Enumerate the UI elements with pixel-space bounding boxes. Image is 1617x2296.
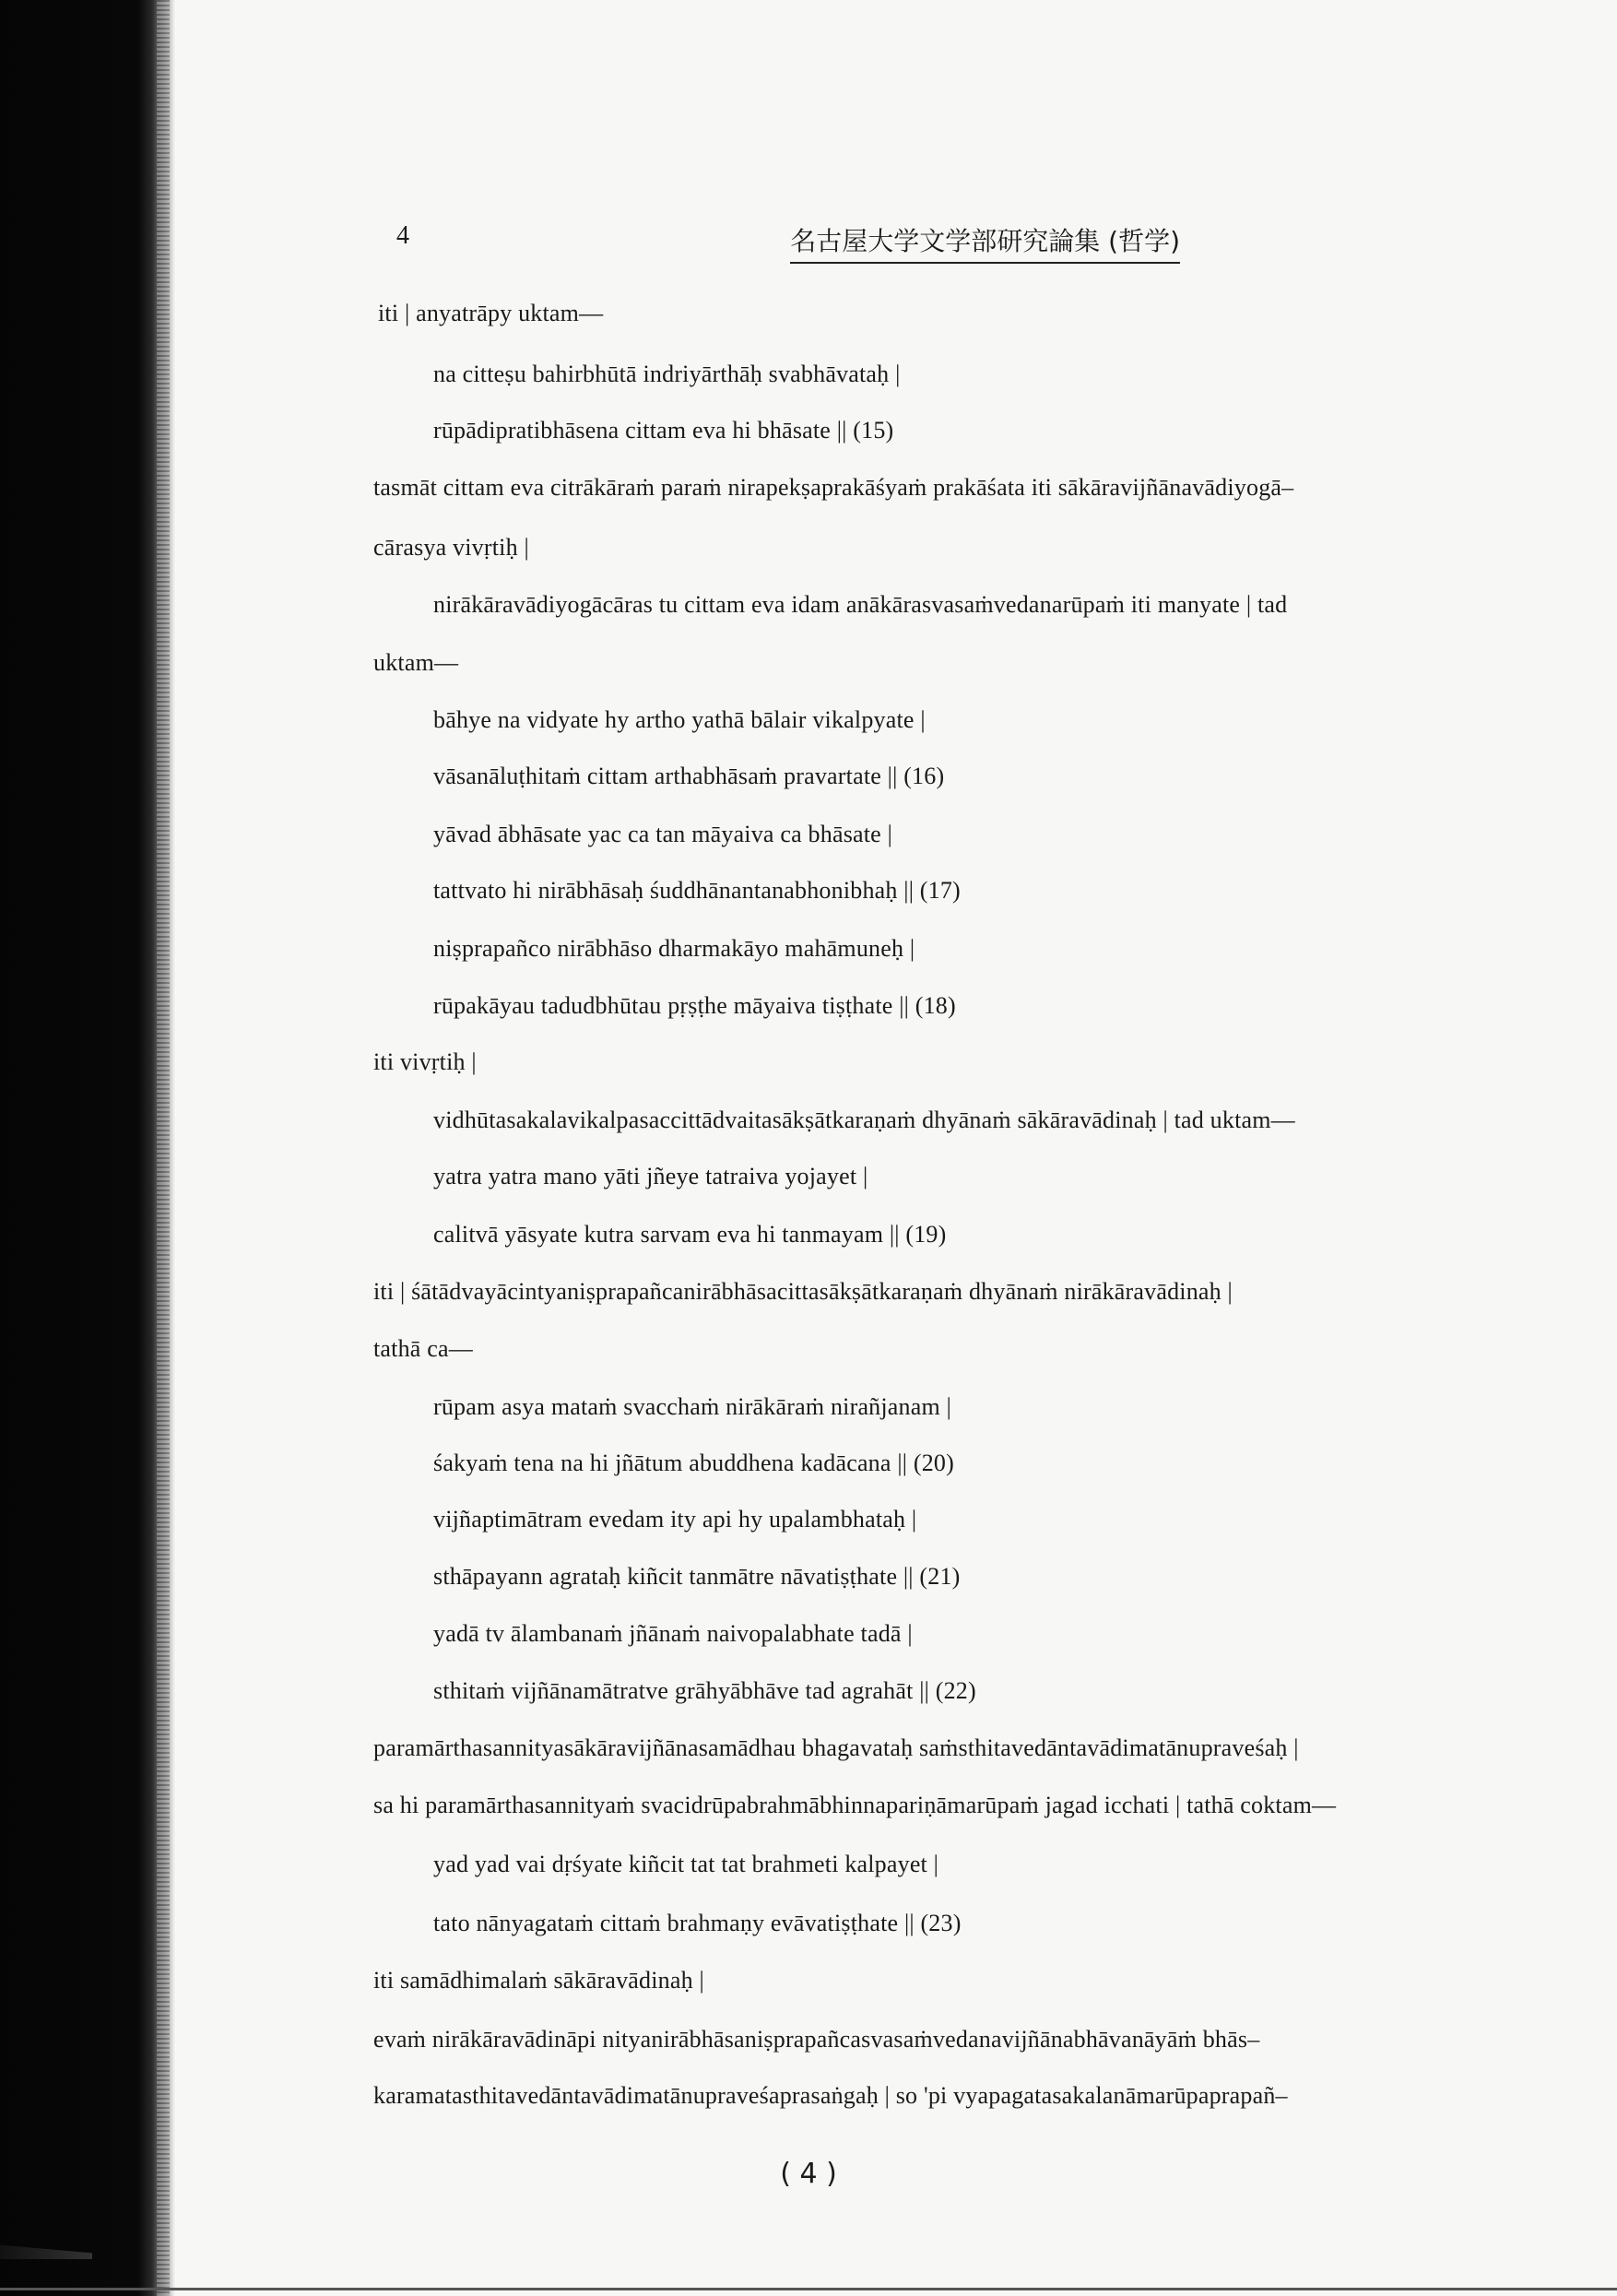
verse-line: yāvad ābhāsate yac ca tan māyaiva ca bhāsate | xyxy=(433,821,893,847)
verse-line: sthitaṁ vijñānamātratve grāhyābhāve tad agrahāt || (22) xyxy=(433,1677,976,1704)
verse-line: tattvato hi nirābhāsaḥ śuddhānantanabhonibhaḥ || (17) xyxy=(433,877,961,904)
scan-bottom-edge xyxy=(0,2288,1617,2290)
verse-line: tato nānyagataṁ cittaṁ brahmaṇy evāvatiṣṭhate || (23) xyxy=(433,1910,962,1936)
verse-line: śakyaṁ tena na hi jñātum abuddhena kadācana || (20) xyxy=(433,1450,954,1476)
text-line: uktam— xyxy=(373,649,459,676)
text-line: evaṁ nirākāravādināpi nityanirābhāsaniṣprapañcasvasaṁvedanavijñānabhāvanāyāṁ bhās– xyxy=(373,2026,1260,2053)
verse-line: bāhye na vidyate hy artho yathā bālair vikalpyate | xyxy=(433,706,926,733)
text-line: cārasya vivṛtiḥ | xyxy=(373,534,529,561)
text-line: sa hi paramārthasannityaṁ svacidrūpabrahmābhinnapariṇāmarūpaṁ jagad icchati | tathā coktam— xyxy=(373,1792,1337,1818)
text-line: iti vivṛtiḥ | xyxy=(373,1048,477,1075)
text-line: iti | śātādvayācintyaniṣprapañcanirābhāsacittasākṣātkaraṇaṁ dhyānaṁ nirākāravādinaḥ | xyxy=(373,1278,1233,1305)
verse-line: niṣprapañco nirābhāso dharmakāyo mahāmuneḥ | xyxy=(433,935,915,962)
text-line: iti | anyatrāpy uktam— xyxy=(378,300,604,326)
verse-line: rūpam asya mataṁ svacchaṁ nirākāraṁ nirañjanam | xyxy=(433,1393,952,1420)
verse-line: yadā tv ālambanaṁ jñānaṁ naivopalabhate tadā | xyxy=(433,1620,913,1647)
text-line: iti samādhimalaṁ sākāravādinaḥ | xyxy=(373,1967,704,1994)
text-line: karamatasthitavedāntavādimatānupraveśaprasaṅgaḥ | so 'pi vyapagatasakalanāmarūpaprapañ– xyxy=(373,2082,1288,2109)
verse-line: rūpādipratibhāsena cittam eva hi bhāsate || (15) xyxy=(433,417,894,444)
verse-line: na citteṣu bahirbhūtā indriyārthāḥ svabhāvataḥ | xyxy=(433,361,901,387)
text-line: nirākāravādiyogācāras tu cittam eva idam anākārasvasaṁvedanarūpaṁ iti manyate | tad xyxy=(433,591,1288,618)
text-line: tasmāt cittam eva citrākāraṁ paraṁ nirapekṣaprakāśyaṁ prakāśata iti sākāravijñānavādiyogā– xyxy=(373,474,1294,501)
text-line: tathā ca— xyxy=(373,1335,473,1362)
text-line: paramārthasannityasākāravijñānasamādhau bhagavataḥ saṁsthitavedāntavādimatānupraveśaḥ | xyxy=(373,1734,1299,1761)
verse-line: sthāpayann agrataḥ kiñcit tanmātre nāvatiṣṭhate || (21) xyxy=(433,1563,961,1590)
verse-line: calitvā yāsyate kutra sarvam eva hi tanmayam || (19) xyxy=(433,1221,947,1248)
page-header xyxy=(396,221,1180,258)
verse-line: vijñaptimātram evedam ity api hy upalambhataḥ | xyxy=(433,1506,917,1533)
verse-line: vāsanāluṭhitaṁ cittam arthabhāsaṁ pravartate || (16) xyxy=(433,763,945,789)
verse-line: rūpakāyau tadudbhūtau pṛṣṭhe māyaiva tiṣṭhate || (18) xyxy=(433,992,956,1019)
page-edge-stack xyxy=(157,0,170,2296)
page-number: 4 xyxy=(396,221,409,250)
text-line: vidhūtasakalavikalpasaccittādvaitasākṣātkaraṇaṁ dhyānaṁ sākāravādinaḥ | tad uktam— xyxy=(433,1107,1295,1133)
book-spine-shadow xyxy=(0,0,175,2296)
journal-title: 名古屋大学文学部研究論集 (哲学) xyxy=(790,221,1180,264)
verse-line: yad yad vai dṛśyate kiñcit tat tat brahmeti kalpayet | xyxy=(433,1851,939,1877)
page-footer-marker: ( 4 ) xyxy=(780,2158,837,2190)
verse-line: yatra yatra mano yāti jñeye tatraiva yojayet | xyxy=(433,1163,868,1189)
